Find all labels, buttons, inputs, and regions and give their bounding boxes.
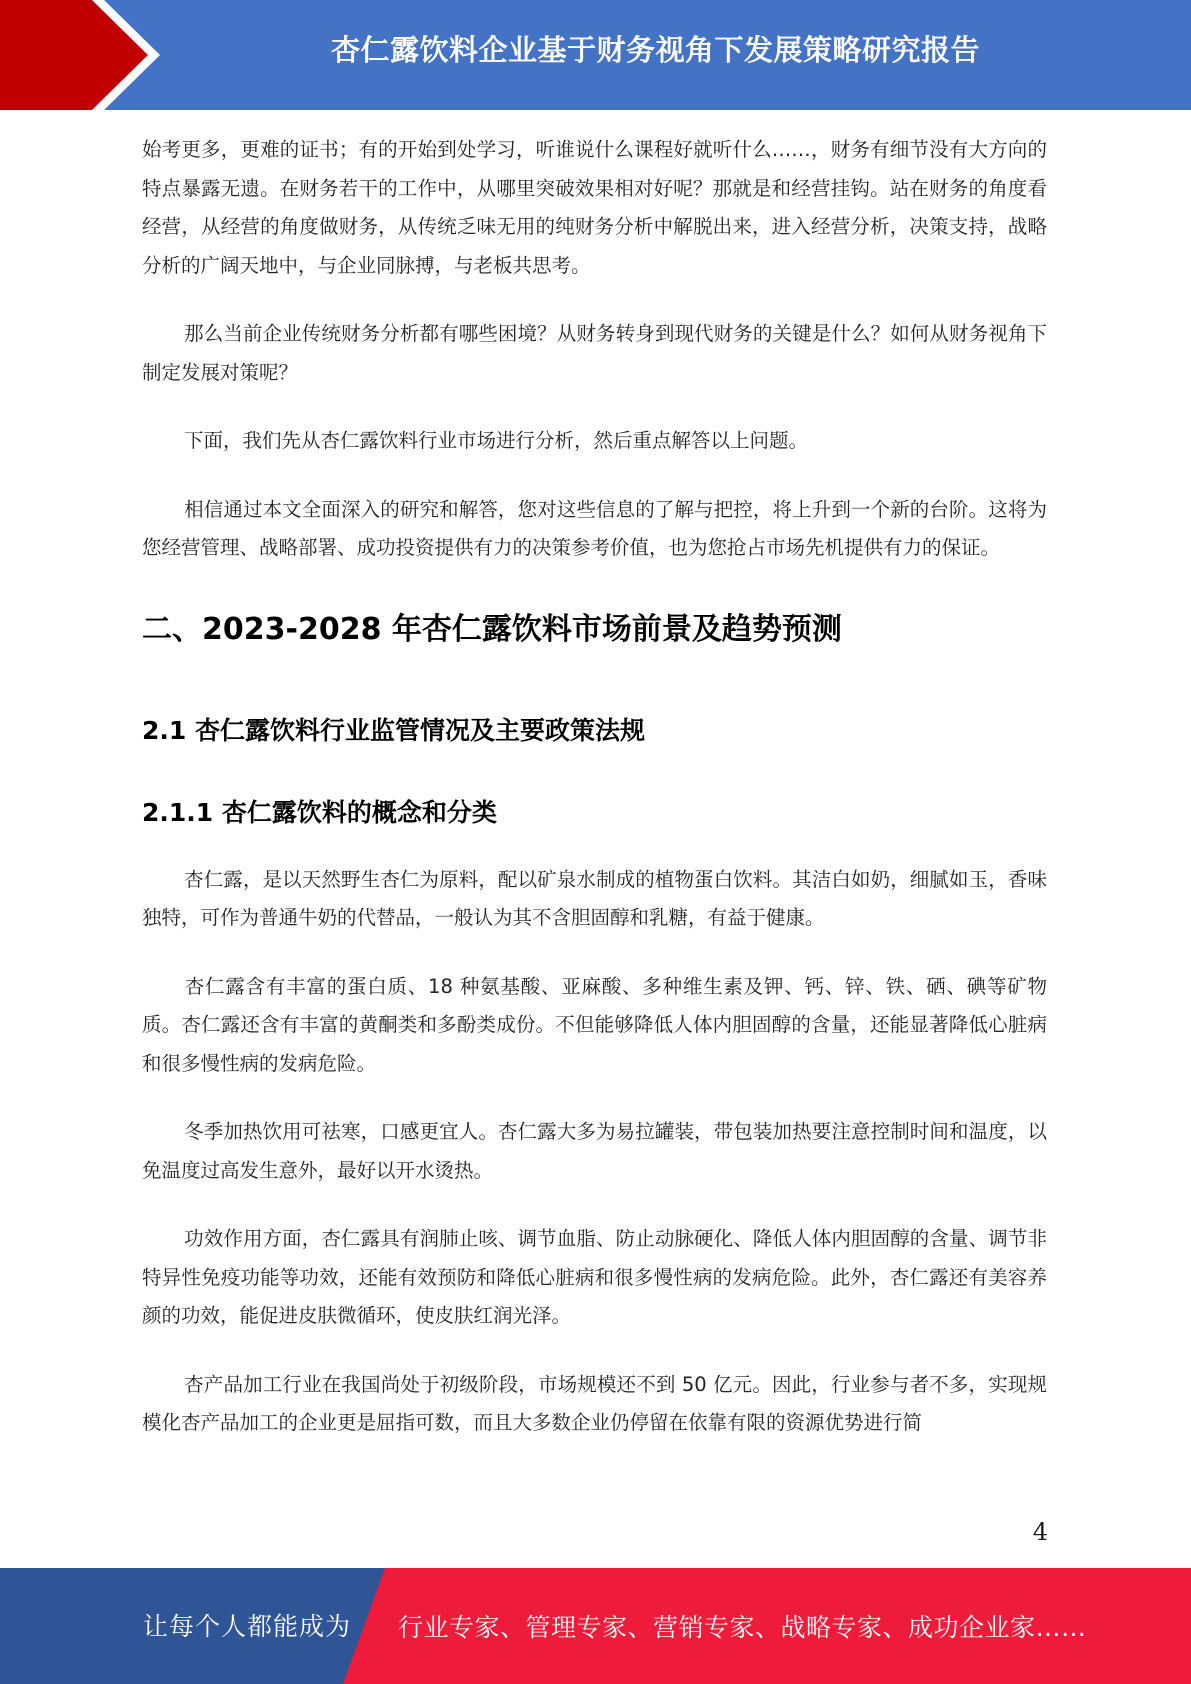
footer-slogan-left: 让每个人都能成为: [143, 1612, 352, 1641]
section-heading: 二、2023-2028 年杏仁露饮料市场前景及趋势预测: [142, 611, 842, 647]
paragraph: 下面，我们先从杏仁露饮料行业市场进行分析，然后重点解答以上问题。: [184, 429, 809, 452]
footer-slogan-right: 行业专家、管理专家、营销专家、战略专家、成功企业家……: [398, 1613, 1087, 1642]
paragraph: 杏仁露，是以天然野生杏仁为原料，配以矿泉水制成的植物蛋白饮料。其洁白如奶，细腻如玉，香味独特，可作为普通牛奶的代替品，一般认为其不含胆固醇和乳糖，有益于健康。: [142, 867, 1047, 929]
paragraph: 杏仁露含有丰富的蛋白质、18 种氨基酸、亚麻酸、多种维生素及钾、钙、锌、铁、硒、碘等矿物质。杏仁露还含有丰富的黄酮类和多酚类成份。不但能够降低人体内胆固醇的含量，还能显著降低心脏病和很多慢性病的发病危险。: [142, 974, 1047, 1075]
subsubsection-heading: 2.1.1 杏仁露饮料的概念和分类: [142, 797, 497, 827]
page-number: 4: [1032, 1518, 1048, 1546]
paragraph: 杏产品加工行业在我国尚处于初级阶段，市场规模还不到 50 亿元。因此，行业参与者不多，实现规模化杏产品加工的企业更是屈指可数，而且大多数企业仍停留在依靠有限的资源优势进行简: [142, 1372, 1047, 1434]
report-title: 杏仁露饮料企业基于财务视角下发展策略研究报告: [330, 33, 980, 67]
paragraph: 冬季加热饮用可祛寒，口感更宜人。杏仁露大多为易拉罐装，带包装加热要注意控制时间和温度，以免温度过高发生意外，最好以开水烫热。: [142, 1120, 1047, 1182]
page-header: [0, 0, 1191, 110]
paragraph: 相信通过本文全面深入的研究和解答，您对这些信息的了解与把控，将上升到一个新的台阶。这将为您经营管理、战略部署、成功投资提供有力的决策参考价值，也为您抢占市场先机提供有力的保证。: [142, 497, 1047, 559]
subsection-heading: 2.1 杏仁露饮料行业监管情况及主要政策法规: [142, 715, 645, 745]
paragraph: 那么当前企业传统财务分析都有哪些困境？从财务转身到现代财务的关键是什么？如何从财务视角下制定发展对策呢？: [142, 322, 1047, 384]
paragraph: 功效作用方面，杏仁露具有润肺止咳、调节血脂、防止动脉硬化、降低人体内胆固醇的含量、调节非特异性免疫功能等功效，还能有效预防和降低心脏病和很多慢性病的发病危险。此外，杏仁露还有美容养颜的功效，能促进皮肤微循环，使皮肤红润光泽。: [142, 1227, 1047, 1327]
paragraph: 始考更多，更难的证书；有的开始到处学习，听谁说什么课程好就听什么……，财务有细节没有大方向的特点暴露无遗。在财务若干的工作中，从哪里突破效果相对好呢？那就是和经营挂钩。站在财务的角度看经营，从经营的角度做财务，从传统乏味无用的纯财务分析中解脱出来，进入经营分析，决策支持，战略分析的广阔天地中，与企业同脉搏，与老板共思考。: [142, 138, 1047, 277]
page-footer: [0, 1568, 1191, 1684]
page-content: [142, 131, 1047, 1473]
header-arrow-decoration: [0, 0, 160, 110]
